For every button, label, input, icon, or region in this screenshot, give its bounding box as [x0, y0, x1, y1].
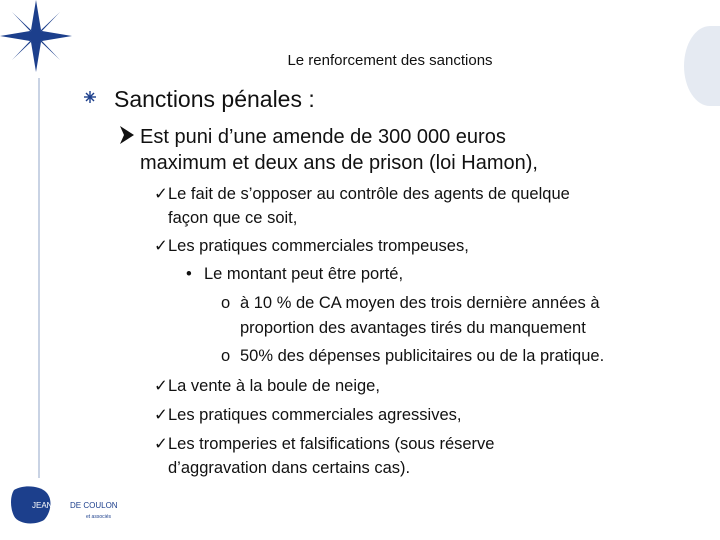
circle-bullet-icon: o: [221, 294, 231, 312]
bullet-dot-icon: •: [186, 265, 192, 283]
decorative-vertical-line: [38, 78, 40, 478]
list-item-text: 50% des dépenses publicitaires ou de la pratique.: [240, 347, 605, 365]
list-item-text: Les pratiques commerciales trompeuses,: [168, 237, 469, 255]
slide-title: Le renforcement des sanctions: [287, 52, 493, 69]
list-item-text: à 10 % de CA moyen des trois dernière années à: [240, 294, 600, 312]
list-item-text: La vente à la boule de neige,: [168, 377, 380, 395]
sub-bullet-line-1: Est puni d’une amende de 300 000 euros: [140, 126, 506, 148]
list-item-text: Le montant peut être porté,: [204, 265, 404, 283]
sub-bullet-line-2: maximum et deux ans de prison (loi Hamon),: [140, 152, 538, 174]
check-icon: ✓: [154, 406, 168, 424]
list-item-text: Les tromperies et falsifications (sous réserve: [168, 435, 495, 453]
company-logo: [10, 482, 128, 526]
arrow-bullet-icon: [118, 124, 136, 146]
circle-bullet-icon: o: [221, 347, 231, 365]
svg-text:JEAN-C: JEAN-C: [32, 501, 61, 510]
list-item-text: d’aggravation dans certains cas).: [168, 459, 411, 477]
check-icon: ✓: [154, 237, 168, 255]
main-bullet-text: Sanctions pénales :: [114, 86, 315, 112]
check-icon: ✓: [154, 435, 168, 453]
svg-text:DE COULON: DE COULON: [70, 501, 118, 510]
check-icon: ✓: [154, 185, 168, 203]
list-item-text: Le fait de s’opposer au contrôle des agents de quelque: [168, 185, 570, 203]
svg-text:et associés: et associés: [86, 514, 112, 520]
check-icon: ✓: [154, 377, 168, 395]
list-item-text: Les pratiques commerciales agressives,: [168, 406, 462, 424]
list-item-text: façon que ce soit,: [168, 209, 298, 227]
list-item-text: proportion des avantages tirés du manquement: [240, 319, 586, 337]
star-bullet-icon: [84, 91, 96, 103]
